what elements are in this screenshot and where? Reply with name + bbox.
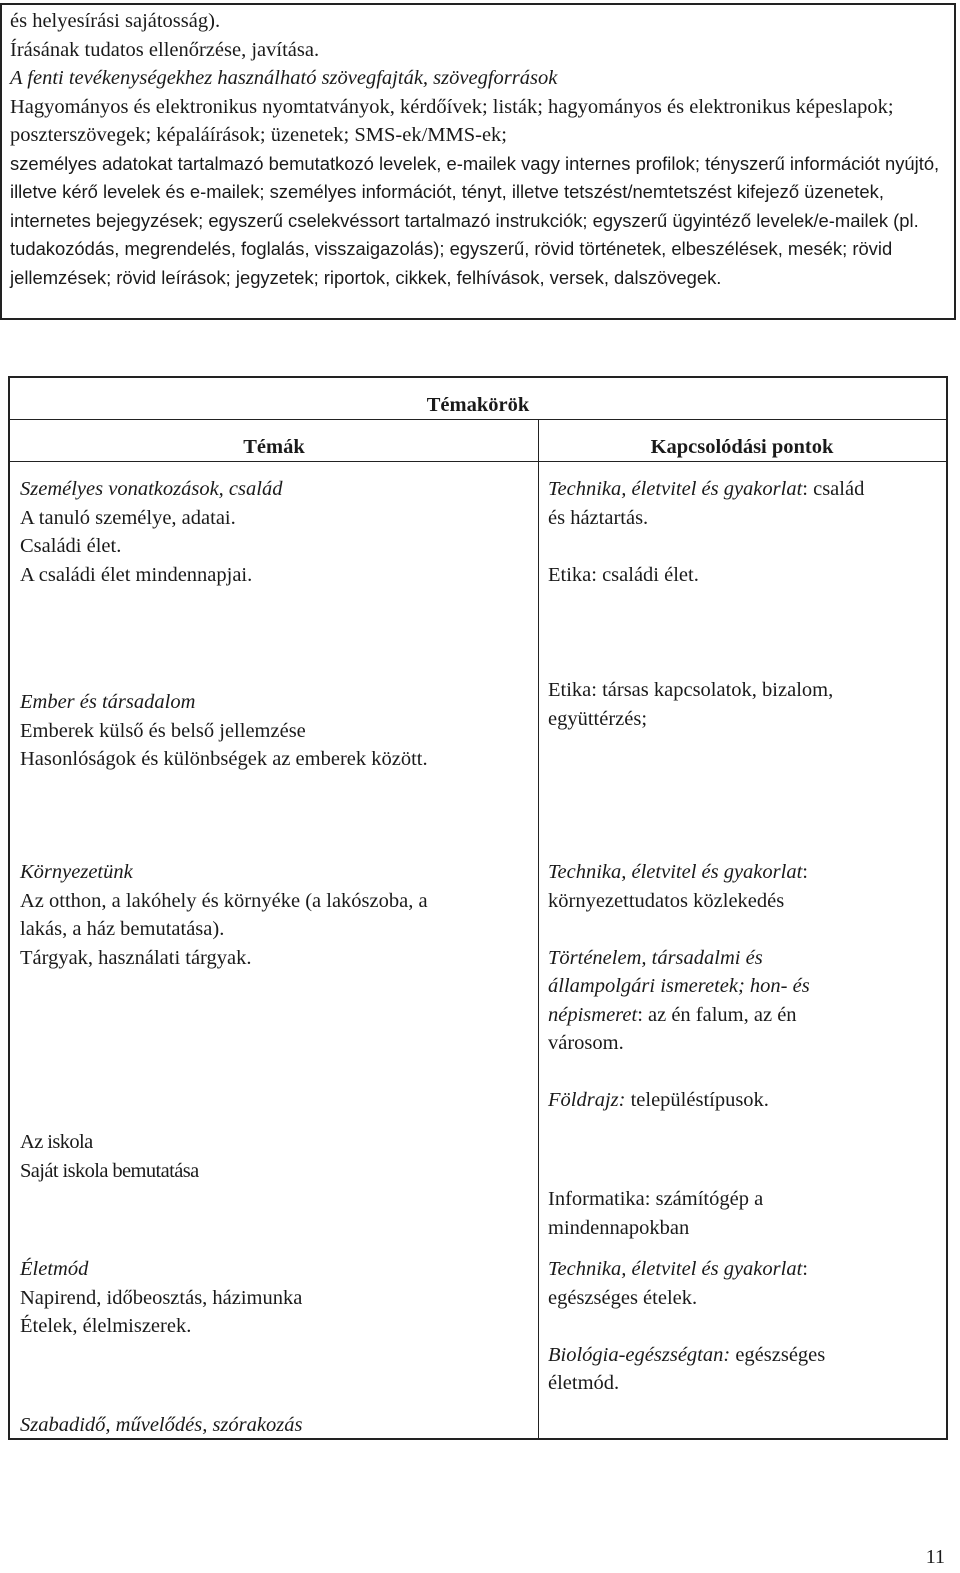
table-row	[20, 688, 530, 774]
column-header-links: Kapcsolódási pontok	[650, 436, 834, 458]
page-number: 11	[925, 1546, 945, 1568]
subject-name: állampolgári ismeretek; hon- és	[548, 975, 810, 997]
connection-points	[548, 475, 944, 589]
connection-text: : az én falum, az én	[637, 1003, 797, 1026]
connection-text: településtípusok.	[625, 1089, 769, 1111]
topic-title: Szabadidő, művelődés, szórakozás	[20, 1414, 303, 1436]
connection-points	[548, 1255, 944, 1398]
text-types-box	[0, 3, 956, 320]
topic-title: Az iskola	[20, 1131, 93, 1153]
topic-title: Életmód	[20, 1258, 89, 1280]
connection-text: egészséges ételek.	[548, 1286, 698, 1309]
topic-line: Napirend, időbeosztás, házimunka	[20, 1286, 303, 1309]
subject-name: népismeret	[548, 1003, 638, 1026]
topic-title: Személyes vonatkozások, család	[20, 478, 283, 500]
topic-line: Saját iskola bemutatása	[20, 1159, 199, 1182]
table-row	[20, 1255, 530, 1341]
subject-name: Etika	[548, 563, 592, 586]
intro-line-2: Írásának tudatos ellenőrzése, javítása.	[10, 38, 320, 61]
text-types-heading: A fenti tevékenységekhez használható szövegfajták, szövegforrások	[10, 67, 558, 89]
connection-text: : családi élet.	[591, 563, 699, 586]
topic-title: Környezetünk	[20, 861, 133, 883]
subject-name: Technika, életvitel és gyakorlat	[548, 861, 803, 883]
connection-points	[548, 1185, 944, 1242]
text-types-paragraph-sans: személyes adatokat tartalmazó bemutatkozó levelek, e-mailek vagy internes profilok; tényszerű információt nyújtó, illetve kérő levelek és e-mailek; személyes információt, tényt, illetve tetszést/nemtetszést kifejező üzenetek, internetes bejegyzések; egyszerű cselekvéssort tartalmazó instrukciók; egyszerű ügyintéző levelek/e-mailek (pl. tudakozódás, megrendelés, foglalás, visszaigazolás); egyszerű, rövid történetek, elbeszélések, mesék; rövid jellemzések; rövid leírások; jegyzetek; riportok, cikkek, felhívások, versek, dalszövegek.	[10, 152, 940, 288]
topic-line: Ételek, élelmiszerek.	[20, 1315, 192, 1337]
subject-name: Informatika	[548, 1188, 645, 1210]
connection-points	[548, 858, 944, 1115]
text-types-paragraph-serif: Hagyományos és elektronikus nyomtatványok, kérdőívek; listák; hagyományos és elektronikus képeslapok; poszterszövegek; képaláírások; üzenetek; SMS-ek/MMS-ek;	[10, 95, 894, 146]
subject-name: Technika, életvitel és gyakorlat	[548, 478, 803, 500]
connection-text: :	[802, 861, 808, 883]
table-row	[20, 858, 530, 972]
subject-name: Biológia-egészségtan:	[548, 1343, 731, 1366]
connection-text: városom.	[548, 1032, 624, 1054]
topic-line: A tanuló személye, adatai.	[20, 506, 236, 529]
subject-name: Technika, életvitel és gyakorlat	[548, 1258, 803, 1280]
connection-points	[548, 676, 944, 733]
connection-text: környezettudatos közlekedés	[548, 889, 785, 912]
topic-line: lakás, a ház bemutatása).	[20, 918, 225, 940]
connection-text: : család	[802, 478, 865, 500]
column-header-topics: Témák	[243, 436, 305, 458]
topic-line: Családi élet.	[20, 535, 122, 557]
topic-line: Hasonlóságok és különbségek az emberek között.	[20, 748, 428, 770]
column-divider	[538, 419, 539, 1438]
connection-text: :	[802, 1258, 808, 1280]
topic-line: Emberek külső és belső jellemzése	[20, 719, 306, 742]
topic-line: Az otthon, a lakóhely és környéke (a lakószoba, a	[20, 889, 428, 912]
topic-title: Ember és társadalom	[20, 691, 196, 713]
table-title: Témakörök	[426, 394, 530, 416]
connection-text: mindennapokban	[548, 1216, 690, 1239]
intro-line-1: és helyesírási sajátosság).	[10, 10, 221, 32]
connection-text: : számítógép a	[644, 1188, 764, 1210]
table-row	[20, 475, 530, 589]
topic-line: Tárgyak, használati tárgyak.	[20, 946, 252, 969]
connection-text: együttérzés;	[548, 707, 648, 730]
connection-text: egészséges	[730, 1343, 826, 1366]
connection-text: életmód.	[548, 1372, 620, 1394]
table-row	[20, 1411, 530, 1440]
subject-name: Etika	[548, 679, 592, 701]
table-row	[20, 1128, 530, 1185]
subject-name: Földrajz:	[548, 1089, 626, 1111]
topics-table	[8, 376, 948, 1440]
connection-text: és háztartás.	[548, 506, 649, 529]
connection-text: : társas kapcsolatok, bizalom,	[591, 679, 834, 701]
subject-name: Történelem, társadalmi és	[548, 946, 763, 969]
topic-line: A családi élet mindennapjai.	[20, 563, 253, 586]
